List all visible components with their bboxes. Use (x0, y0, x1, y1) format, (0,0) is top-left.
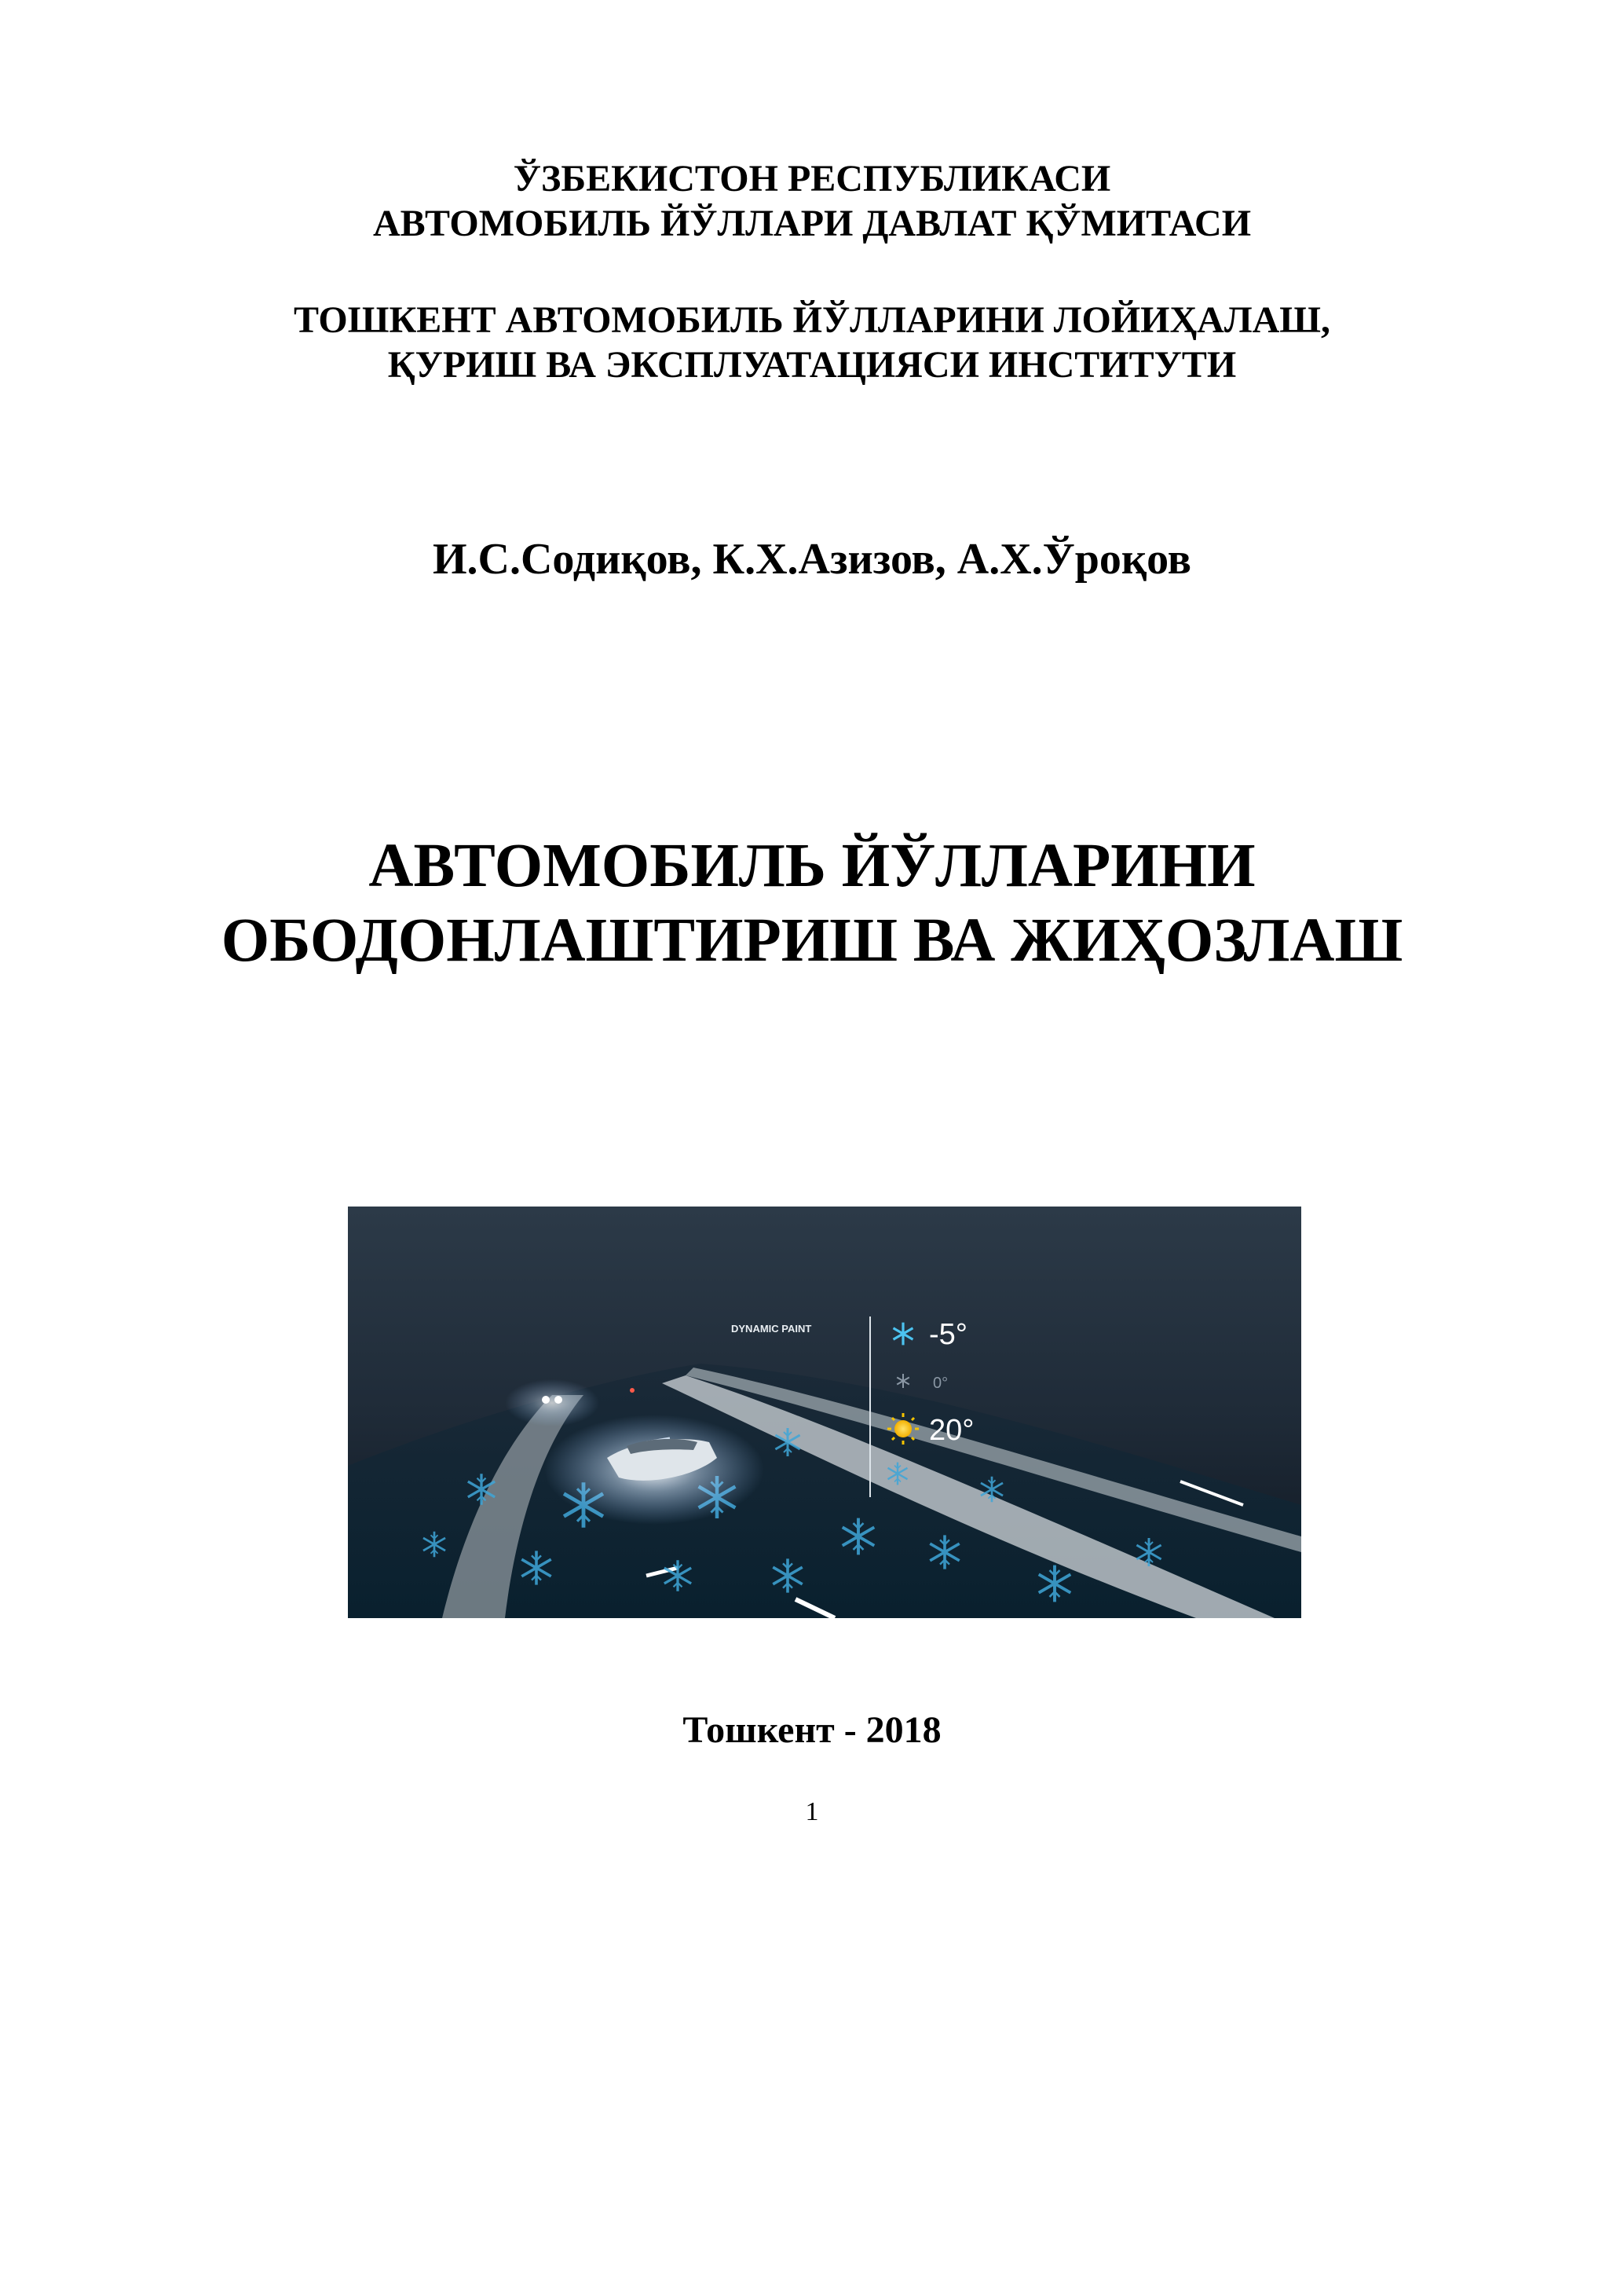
dynamic-paint-label: DYNAMIC PAINT (731, 1323, 812, 1335)
institute-name-line1: ТОШКЕНТ АВТОМОБИЛЬ ЙЎЛЛАРИНИ ЛОЙИҲАЛАШ, (294, 299, 1330, 341)
page-number: 1 (805, 1797, 819, 1826)
book-title-line2: ОБОДОНЛАШТИРИШ ВА ЖИҲОЗЛАШ (221, 906, 1403, 975)
cover-image (348, 1207, 1301, 1618)
ministry-name: ЎЗБЕКИСТОН РЕСПУБЛИКАСИ (513, 158, 1111, 200)
temp-warm: 20° (929, 1414, 975, 1447)
temp-cold: -5° (929, 1318, 967, 1351)
book-title-line1: АВТОМОБИЛЬ ЙЎЛЛАРИНИ (368, 832, 1256, 900)
committee-name: АВТОМОБИЛЬ ЙЎЛЛАРИ ДАВЛАТ ҚЎМИТАСИ (372, 203, 1252, 244)
institute-name-line2: ҚУРИШ ВА ЭКСПЛУАТАЦИЯСИ ИНСТИТУТИ (387, 344, 1237, 386)
temp-zero: 0° (933, 1375, 949, 1392)
city-year: Тошкент - 2018 (682, 1709, 942, 1751)
authors: И.С.Содиқов, К.Х.Азизов, А.Х.Ўроқов (432, 535, 1192, 584)
